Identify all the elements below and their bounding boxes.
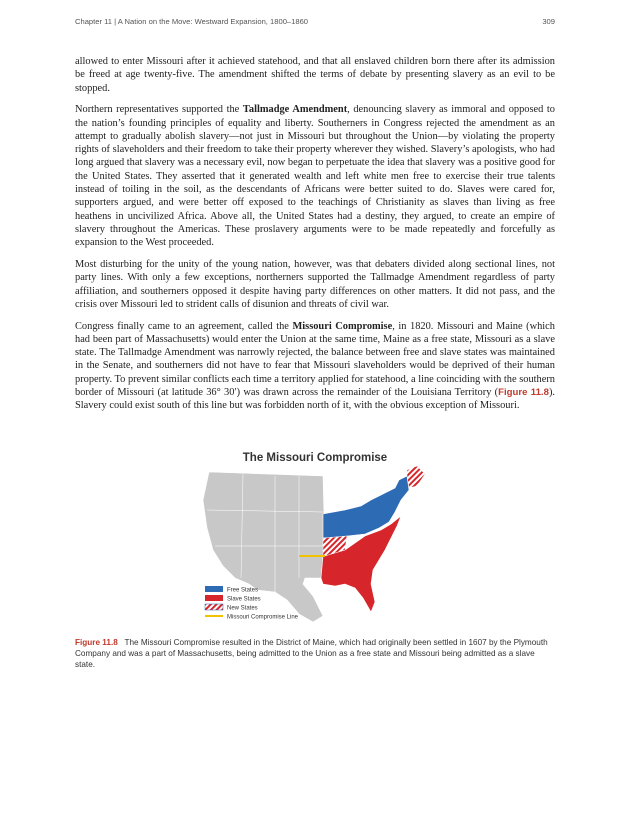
legend-label-slave: Slave States xyxy=(227,596,261,603)
term-tallmadge-amendment: Tallmadge Amendment xyxy=(242,104,348,116)
maine-new-state xyxy=(407,466,425,488)
paragraph-4 xyxy=(75,320,555,413)
free-states-region xyxy=(323,476,409,538)
legend-label-free: Free States xyxy=(227,587,259,594)
paragraph-3: Most disturbing for the unity of the young nation, however, was that debaters divided along sectional lines, not party lines. With only a few exceptions, northerners supported the Tallmadge Amendment regardless of party affiliation, and southerners opposed it despite having party differences on other matters. It did not pass, and the crisis over Missouri led to strident calls of disunion and threats of civil war. xyxy=(75,258,555,310)
legend-swatch-slave xyxy=(205,595,223,601)
figure-reference-link[interactable]: Figure 11.8 xyxy=(498,387,549,398)
legend-label-new: New States xyxy=(227,605,258,612)
page-number: 309 xyxy=(542,17,555,26)
map-title: The Missouri Compromise xyxy=(242,452,388,464)
paragraph-2 xyxy=(75,103,555,249)
legend-swatch-free xyxy=(205,586,223,592)
legend-label-line: Missouri Compromise Line xyxy=(227,614,299,621)
missouri-compromise-figure xyxy=(195,452,435,632)
term-missouri-compromise: Missouri Compromise xyxy=(292,320,393,332)
chapter-title: Chapter 11 | A Nation on the Move: Westward Expansion, 1800–1860 xyxy=(75,17,309,26)
paragraph-4-end: ). Slavery could exist south of this line but was forbidden north of it, with the obvious exception of Missouri. xyxy=(75,387,556,412)
paragraph-4-start: Congress finally came to an agreement, called the xyxy=(75,320,293,332)
figure-caption xyxy=(75,637,555,670)
caption-label: Figure 11.8 xyxy=(75,638,118,647)
paragraph-1: allowed to enter Missouri after it achieved statehood, and that all enslaved children born there after its admission be freed at age twenty-five. The amendment shifted the terms of debate by presenting slavery as an evil to be stopped. xyxy=(75,56,555,94)
paragraph-2-start: Northern representatives supported the xyxy=(75,104,243,116)
legend-swatch-new xyxy=(205,604,223,610)
paragraph-2-end: , denouncing slavery as immoral and opposed to the nation’s founding principles of equality and liberty. Southerners in Congress rejected the amendment as an attempt to gradually abolish slavery—not just in Missouri but throughout the Union—by violating the property rights of slaveholders and their freedom to take their property wherever they wished. Slavery’s apologists, who had long argued that slavery was a necessary evil, now began to perpetuate the idea that slavery was a positive good for the United States. They asserted that it generated wealth and left white men free to exercise their true talents instead of toiling in the soil, as the descendants of Africans were better suited to do. Slaves were cared for, supporters argued, and were better off exposed to the teachings of Christianity as slaves than living as free heathens in uncivilized Africa. Above all, the United States had a destiny, they argued, to create an empire of slavery throughout the Americas. These proslavery arguments were to be made repeatedly and forcefully as expansion to the West proceeded. xyxy=(75,104,556,249)
paragraph-4-mid: , in 1820. Missouri and Maine (which had been part of Massachusetts) would enter the Union at the same time, Maine as a free state, Missouri as a slave state. The Tallmadge Amendment was narrowly rejected, the balance between free and slave states was maintained in the Senate, and southerners did not have to fear that Missouri slaveholders would be deprived of their human property. To prevent similar conflicts each time a territory applied for statehood, a line coinciding with the southern border of Missouri (at latitude 36° 30′) was drawn across the remainder of the Louisiana Territory ( xyxy=(75,320,555,398)
us-map xyxy=(195,466,435,636)
caption-text: The Missouri Compromise resulted in the District of Maine, which had originally been settled in 1607 by the Plymouth Company and was a part of Massachusetts, being admitted to the Union as a free state and Missouri being admitted as a slave state. xyxy=(75,638,548,669)
body-text xyxy=(75,55,555,421)
